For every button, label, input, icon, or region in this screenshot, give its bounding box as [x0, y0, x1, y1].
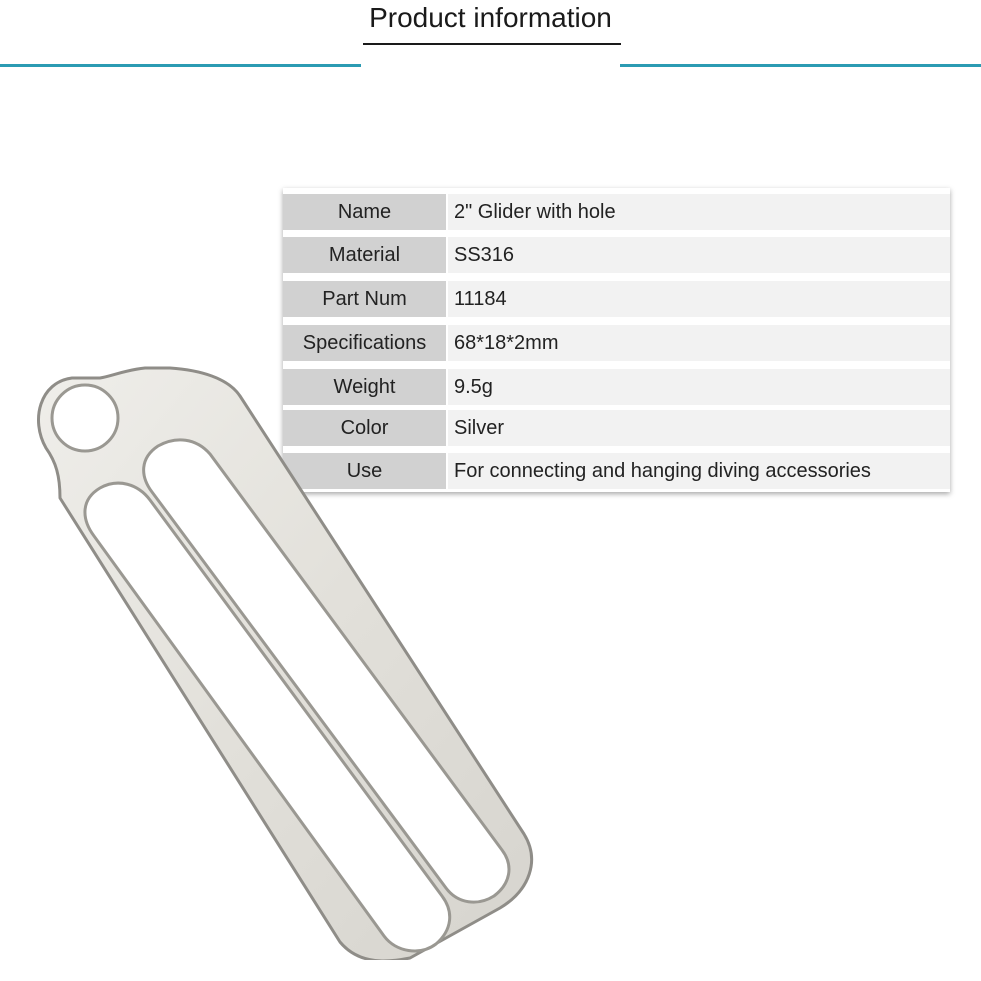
spec-value: 9.5g [448, 369, 950, 405]
spec-label: Specifications [283, 325, 448, 361]
spec-row-part-num [283, 281, 950, 317]
title-underline [363, 43, 621, 45]
spec-label: Part Num [283, 281, 448, 317]
spec-value: 68*18*2mm [448, 325, 950, 361]
product-photo [0, 360, 560, 960]
divider-left [0, 64, 361, 67]
spec-value: 11184 [448, 281, 950, 317]
spec-label: Weight [283, 369, 448, 405]
spec-row-material [283, 237, 950, 273]
spec-value: For connecting and hanging diving accessories [448, 453, 950, 489]
spec-label: Material [283, 237, 448, 273]
glider-buckle-icon [0, 360, 560, 960]
spec-label: Name [283, 194, 448, 230]
divider-right [620, 64, 981, 67]
spec-label: Color [283, 410, 448, 446]
spec-row-name [283, 194, 950, 230]
spec-value: SS316 [448, 237, 950, 273]
page-title: Product information [369, 2, 612, 33]
spec-value: 2" Glider with hole [448, 194, 950, 230]
spec-value: Silver [448, 410, 950, 446]
spec-row-specifications [283, 325, 950, 361]
spec-label: Use [283, 453, 448, 489]
